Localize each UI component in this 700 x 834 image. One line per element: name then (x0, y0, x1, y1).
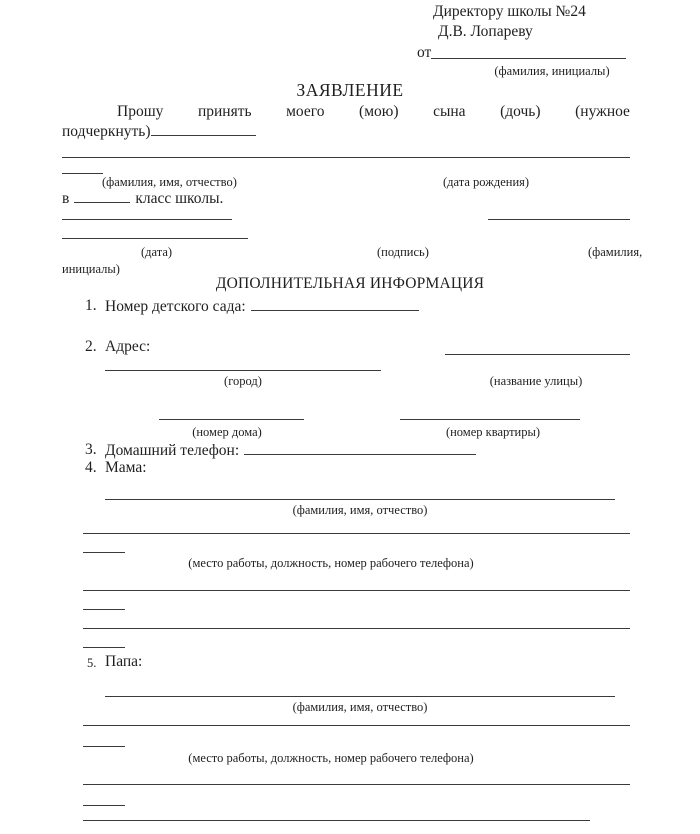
mother-work-short-line-1 (83, 552, 125, 553)
father-work-blank-line-1 (83, 725, 630, 726)
child-name-caption: (фамилия, имя, отчество) (102, 175, 237, 189)
father-work-short-line-1 (83, 746, 125, 747)
list-item-4-number: 4. (85, 459, 97, 476)
request-paragraph-line-2 (62, 122, 256, 141)
list-item-4-label: Мама: (105, 459, 147, 476)
addressee-line-1: Директору школы №24 (433, 3, 586, 20)
date-blank-line-2 (62, 238, 248, 239)
child-name-blank-line (62, 157, 630, 158)
mother-name-blank-line (105, 499, 615, 500)
list-item-5-number: 5. (87, 656, 97, 670)
request-word: Прошу (117, 103, 164, 120)
list-item-2-number: 2. (85, 338, 97, 355)
class-suffix: класс школы. (135, 190, 224, 207)
from-blank-line (431, 44, 626, 59)
request-word: (нужное (575, 103, 630, 120)
house-blank-line (159, 419, 304, 420)
birth-date-caption: (дата рождения) (443, 175, 530, 189)
signature-caption: (подпись) (377, 245, 429, 259)
date-caption: (дата) (141, 245, 173, 259)
request-word: сына (433, 103, 466, 120)
mother-work-short-line-2 (83, 609, 125, 610)
phone-label: Домашний телефон: (105, 442, 240, 459)
list-item-3-label (105, 441, 476, 460)
application-title: ЗАЯВЛЕНИЕ (296, 80, 404, 100)
date-blank-line-1 (62, 219, 232, 220)
request-paragraph-line-1 (117, 103, 630, 121)
city-caption: (город) (224, 374, 262, 388)
request-word: принять (197, 103, 252, 120)
apartment-blank-line (400, 419, 580, 420)
phone-blank-line (244, 441, 476, 455)
mother-work-short-line-3 (83, 647, 125, 648)
father-name-caption: (фамилия, имя, отчество) (292, 700, 428, 714)
house-caption: (номер дома) (192, 425, 262, 439)
list-item-3-number: 3. (85, 441, 97, 458)
footer-extra-blank-line (83, 820, 590, 821)
mother-work-caption: (место работы, должность, номер рабочего телефона) (188, 556, 474, 570)
mother-work-blank-line-2 (83, 590, 630, 591)
list-item-2-label: Адрес: (105, 338, 151, 355)
kindergarten-blank-line (251, 297, 419, 311)
street-caption: (название улицы) (489, 374, 583, 388)
additional-info-heading: ДОПОЛНИТЕЛЬНАЯ ИНФОРМАЦИЯ (215, 275, 485, 292)
mother-work-blank-line-3 (83, 628, 630, 629)
father-work-caption: (место работы, должность, номер рабочего телефона) (188, 751, 474, 765)
class-row (62, 189, 223, 208)
city-blank-line (105, 370, 381, 371)
father-work-short-line-2 (83, 805, 125, 806)
kindergarten-label: Номер детского сада: (105, 298, 246, 315)
class-blank-line (74, 189, 130, 203)
list-item-5-label: Папа: (105, 653, 143, 670)
name-caption-part2: инициалы) (62, 262, 120, 276)
list-item-1-number: 1. (85, 297, 97, 314)
request-line2-text: подчеркнуть) (62, 123, 151, 140)
child-name-short-line (62, 173, 103, 174)
mother-name-caption: (фамилия, имя, отчество) (292, 503, 428, 517)
request-word: (дочь) (500, 103, 541, 120)
from-caption: (фамилия, инициалы) (494, 64, 610, 78)
mother-work-blank-line-1 (83, 533, 630, 534)
signature-name-blank-line (488, 219, 630, 220)
request-word: моего (286, 103, 325, 120)
street-blank-line (445, 354, 630, 355)
from-label: от (417, 44, 432, 61)
list-item-1-label (105, 297, 419, 316)
addressee-line-2: Д.В. Лопареву (438, 23, 533, 40)
underline-blank (151, 122, 256, 136)
name-caption-part1: (фамилия, (588, 245, 643, 259)
from-row (417, 44, 626, 62)
request-word: (мою) (359, 103, 399, 120)
apartment-caption: (номер квартиры) (445, 425, 541, 439)
father-work-blank-line-2 (83, 784, 630, 785)
father-name-blank-line (105, 696, 615, 697)
class-prefix: в (62, 190, 70, 207)
